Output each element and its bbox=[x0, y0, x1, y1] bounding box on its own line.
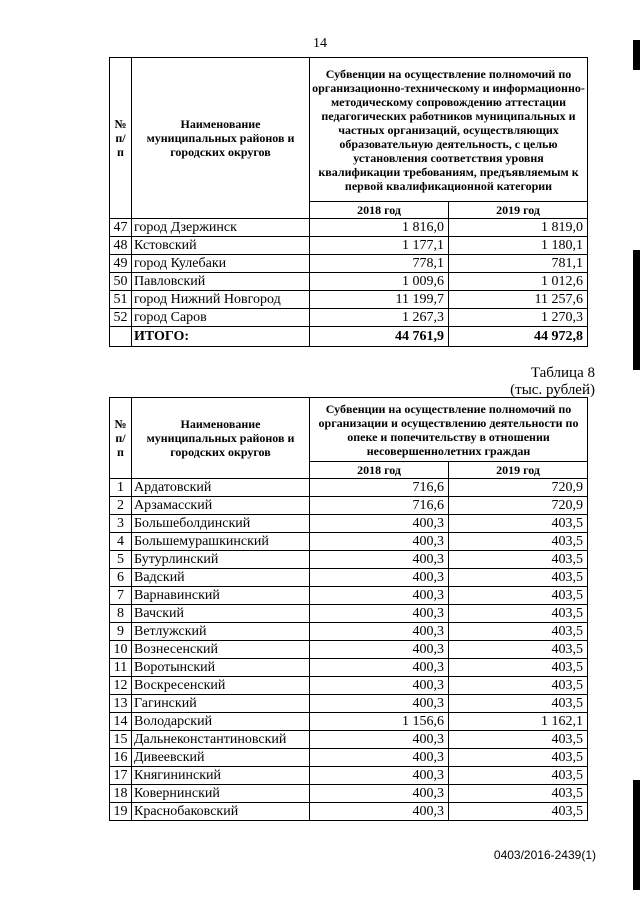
district-name: Княгининский bbox=[132, 767, 310, 785]
district-name: город Дзержинск bbox=[132, 219, 310, 237]
row-number: 3 bbox=[110, 515, 132, 533]
table-row bbox=[110, 641, 588, 659]
value-2019: 403,5 bbox=[449, 605, 588, 623]
district-name: Павловский bbox=[132, 273, 310, 291]
scan-edge-mark bbox=[633, 40, 640, 70]
value-2018: 400,3 bbox=[310, 515, 449, 533]
row-number: 6 bbox=[110, 569, 132, 587]
table-row bbox=[110, 659, 588, 677]
row-number: 7 bbox=[110, 587, 132, 605]
value-2019: 1 162,1 bbox=[449, 713, 588, 731]
row-number: 10 bbox=[110, 641, 132, 659]
value-2019: 403,5 bbox=[449, 803, 588, 821]
header-year-2019: 2019 год bbox=[449, 202, 588, 219]
table-row bbox=[110, 551, 588, 569]
district-name: Воротынский bbox=[132, 659, 310, 677]
row-number: 48 bbox=[110, 237, 132, 255]
page-number: 14 bbox=[313, 36, 327, 51]
value-2019: 403,5 bbox=[449, 695, 588, 713]
value-2018: 1 816,0 bbox=[310, 219, 449, 237]
table-row bbox=[110, 785, 588, 803]
row-number: 52 bbox=[110, 309, 132, 327]
value-2018: 400,3 bbox=[310, 551, 449, 569]
header-subsidy: Субвенции на осуществление полномочий по организации и осуществлению деятельности по опеке и попечительству в отношении несовершеннолетних граждан bbox=[310, 398, 588, 462]
value-2018: 400,3 bbox=[310, 623, 449, 641]
district-name: Дивеевский bbox=[132, 749, 310, 767]
row-number: 16 bbox=[110, 749, 132, 767]
value-2018: 1 177,1 bbox=[310, 237, 449, 255]
row-number: 49 bbox=[110, 255, 132, 273]
value-2019: 403,5 bbox=[449, 569, 588, 587]
value-2018: 400,3 bbox=[310, 677, 449, 695]
district-name: Воскресенский bbox=[132, 677, 310, 695]
value-2018: 400,3 bbox=[310, 641, 449, 659]
row-number: 47 bbox=[110, 219, 132, 237]
value-2019: 1 012,6 bbox=[449, 273, 588, 291]
row-number: 8 bbox=[110, 605, 132, 623]
district-name: Ковернинский bbox=[132, 785, 310, 803]
table-units: (тыс. рублей) bbox=[510, 382, 595, 398]
table-row bbox=[110, 713, 588, 731]
table-row bbox=[110, 533, 588, 551]
row-number: 50 bbox=[110, 273, 132, 291]
row-number: 9 bbox=[110, 623, 132, 641]
district-name: Кстовский bbox=[132, 237, 310, 255]
value-2018: 778,1 bbox=[310, 255, 449, 273]
district-name: Бутурлинский bbox=[132, 551, 310, 569]
value-2019: 403,5 bbox=[449, 659, 588, 677]
value-2019: 1 819,0 bbox=[449, 219, 588, 237]
header-year-2018: 2018 год bbox=[310, 202, 449, 219]
table-row bbox=[110, 515, 588, 533]
value-2019: 781,1 bbox=[449, 255, 588, 273]
district-name: Володарский bbox=[132, 713, 310, 731]
table-row bbox=[110, 605, 588, 623]
value-2019: 403,5 bbox=[449, 767, 588, 785]
district-name: Большеболдинский bbox=[132, 515, 310, 533]
table-row bbox=[110, 255, 588, 273]
value-2019: 720,9 bbox=[449, 497, 588, 515]
value-2018: 716,6 bbox=[310, 479, 449, 497]
row-number: 17 bbox=[110, 767, 132, 785]
row-number: 18 bbox=[110, 785, 132, 803]
total-label: ИТОГО: bbox=[132, 327, 310, 347]
row-number: 14 bbox=[110, 713, 132, 731]
scan-edge-mark bbox=[633, 250, 640, 370]
value-2019: 403,5 bbox=[449, 641, 588, 659]
header-name: Наименование муниципальных районов и городских округов bbox=[132, 398, 310, 479]
table-row bbox=[110, 677, 588, 695]
value-2019: 11 257,6 bbox=[449, 291, 588, 309]
table-row bbox=[110, 731, 588, 749]
total-2019: 44 972,8 bbox=[449, 327, 588, 347]
row-number: 2 bbox=[110, 497, 132, 515]
value-2018: 400,3 bbox=[310, 731, 449, 749]
table-row bbox=[110, 695, 588, 713]
table-row bbox=[110, 273, 588, 291]
value-2018: 716,6 bbox=[310, 497, 449, 515]
table-row bbox=[110, 749, 588, 767]
value-2018: 400,3 bbox=[310, 767, 449, 785]
value-2019: 403,5 bbox=[449, 677, 588, 695]
value-2019: 1 180,1 bbox=[449, 237, 588, 255]
value-2019: 403,5 bbox=[449, 533, 588, 551]
district-name: город Кулебаки bbox=[132, 255, 310, 273]
table-row bbox=[110, 587, 588, 605]
table-row bbox=[110, 291, 588, 309]
value-2018: 1 156,6 bbox=[310, 713, 449, 731]
table-row bbox=[110, 623, 588, 641]
header-year-2018: 2018 год bbox=[310, 462, 449, 479]
value-2019: 403,5 bbox=[449, 785, 588, 803]
row-number: 1 bbox=[110, 479, 132, 497]
table-row bbox=[110, 237, 588, 255]
header-num: № п/п bbox=[110, 398, 132, 479]
header-subsidy: Субвенции на осуществление полномочий по организационно-техническому и информационно-методическому сопровождению аттестации педагогических работников муниципальных и частных организаций, осуществляющих образовательную деятельность, с целью установления соответствия уровня квалификации требованиям, предъявляемым к первой квалификационной категории bbox=[310, 58, 588, 202]
row-number: 11 bbox=[110, 659, 132, 677]
row-number: 4 bbox=[110, 533, 132, 551]
value-2019: 403,5 bbox=[449, 623, 588, 641]
district-name: Вачский bbox=[132, 605, 310, 623]
row-number: 5 bbox=[110, 551, 132, 569]
value-2018: 1 009,6 bbox=[310, 273, 449, 291]
total-2018: 44 761,9 bbox=[310, 327, 449, 347]
table-row bbox=[110, 497, 588, 515]
table-row bbox=[110, 219, 588, 237]
row-number: 13 bbox=[110, 695, 132, 713]
value-2018: 400,3 bbox=[310, 659, 449, 677]
district-name: Вадский bbox=[132, 569, 310, 587]
value-2018: 400,3 bbox=[310, 605, 449, 623]
value-2019: 403,5 bbox=[449, 587, 588, 605]
header-year-2019: 2019 год bbox=[449, 462, 588, 479]
value-2018: 400,3 bbox=[310, 785, 449, 803]
value-2019: 403,5 bbox=[449, 749, 588, 767]
district-name: город Нижний Новгород bbox=[132, 291, 310, 309]
header-name: Наименование муниципальных районов и городских округов bbox=[132, 58, 310, 219]
total-number-cell bbox=[110, 327, 132, 347]
value-2018: 400,3 bbox=[310, 695, 449, 713]
value-2018: 400,3 bbox=[310, 533, 449, 551]
total-row bbox=[110, 327, 588, 347]
value-2019: 403,5 bbox=[449, 731, 588, 749]
table-caption: Таблица 8 bbox=[530, 365, 595, 381]
value-2018: 400,3 bbox=[310, 587, 449, 605]
value-2019: 720,9 bbox=[449, 479, 588, 497]
header-num: № п/п bbox=[110, 58, 132, 219]
row-number: 15 bbox=[110, 731, 132, 749]
district-name: Ветлужский bbox=[132, 623, 310, 641]
district-name: Арзамасский bbox=[132, 497, 310, 515]
value-2019: 403,5 bbox=[449, 515, 588, 533]
table-attestation-subsidies bbox=[109, 57, 588, 347]
row-number: 51 bbox=[110, 291, 132, 309]
row-number: 19 bbox=[110, 803, 132, 821]
value-2018: 11 199,7 bbox=[310, 291, 449, 309]
row-number: 12 bbox=[110, 677, 132, 695]
table-row bbox=[110, 569, 588, 587]
value-2018: 400,3 bbox=[310, 803, 449, 821]
table-row bbox=[110, 803, 588, 821]
table-row bbox=[110, 767, 588, 785]
value-2018: 400,3 bbox=[310, 569, 449, 587]
district-name: Гагинский bbox=[132, 695, 310, 713]
scan-edge-mark bbox=[633, 780, 640, 890]
district-name: Большемурашкинский bbox=[132, 533, 310, 551]
value-2019: 1 270,3 bbox=[449, 309, 588, 327]
district-name: Вознесенский bbox=[132, 641, 310, 659]
table-row bbox=[110, 479, 588, 497]
value-2018: 1 267,3 bbox=[310, 309, 449, 327]
table-guardianship-subsidies bbox=[109, 397, 588, 821]
value-2019: 403,5 bbox=[449, 551, 588, 569]
document-code: 0403/2016-2439(1) bbox=[493, 848, 596, 862]
district-name: Ардатовский bbox=[132, 479, 310, 497]
district-name: Дальнеконстантиновский bbox=[132, 731, 310, 749]
district-name: город Саров bbox=[132, 309, 310, 327]
value-2018: 400,3 bbox=[310, 749, 449, 767]
table-row bbox=[110, 309, 588, 327]
district-name: Варнавинский bbox=[132, 587, 310, 605]
district-name: Краснобаковский bbox=[132, 803, 310, 821]
